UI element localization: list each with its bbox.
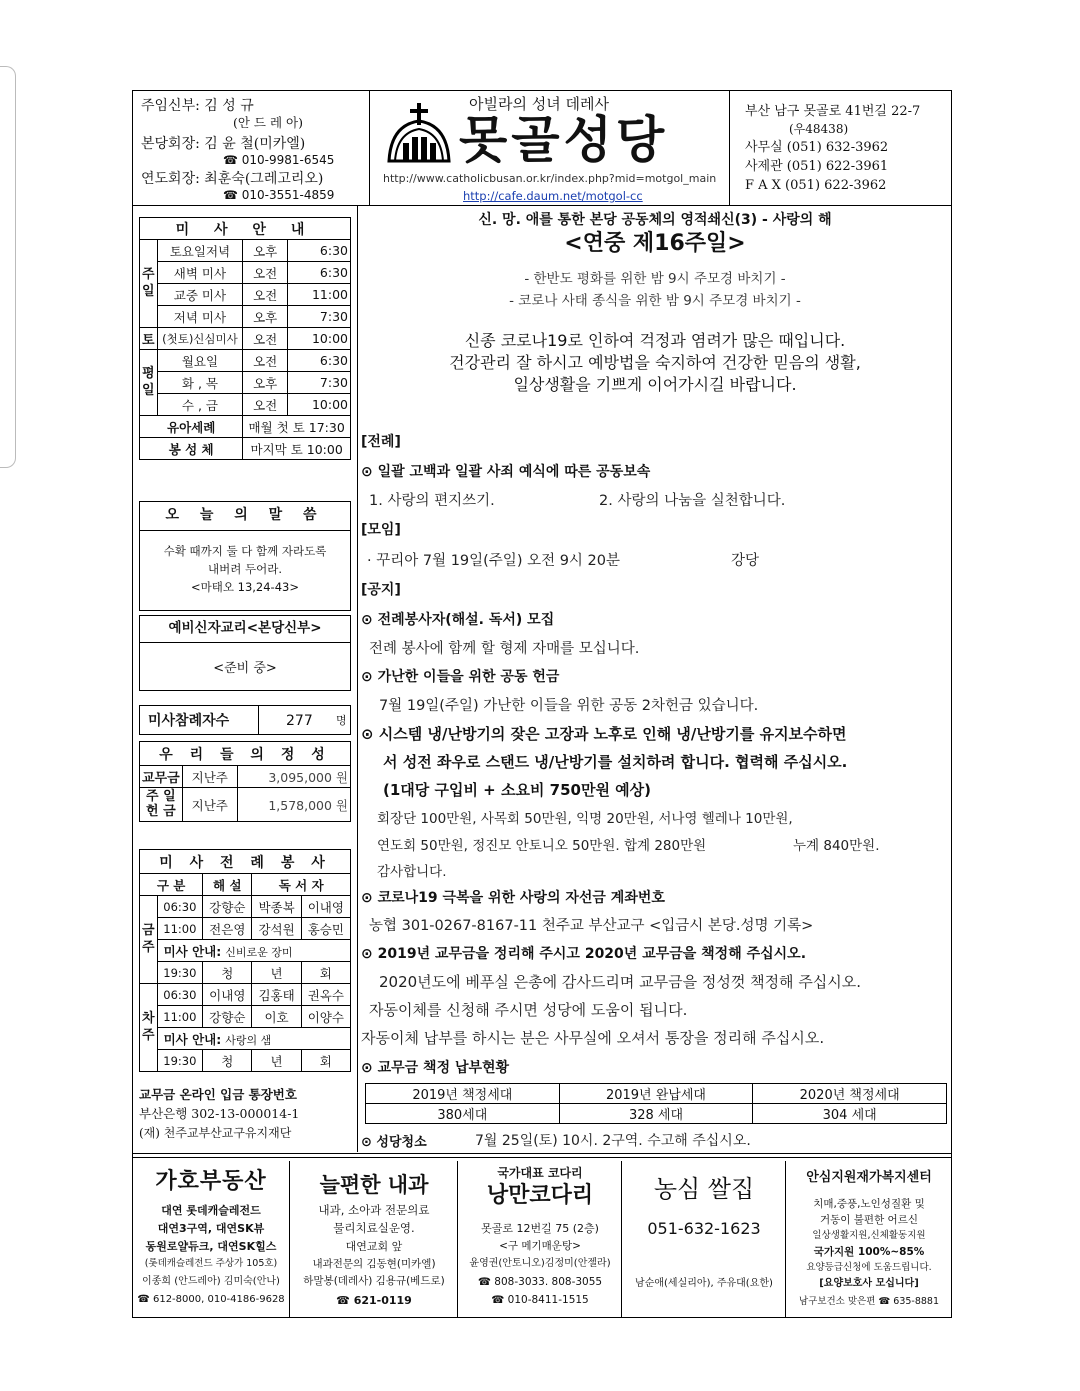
attendance-label: 미사참례자수 bbox=[148, 713, 230, 729]
donation-total: 누계 840만원. bbox=[793, 838, 880, 854]
service-header: 독 서 자 bbox=[252, 874, 351, 896]
office-phone: 사무실 (051) 632-3962 bbox=[745, 140, 889, 155]
dues-header: 2020년 책정세대 bbox=[753, 1084, 947, 1104]
pastor-name: 주임신부: 김 성 규 bbox=[141, 98, 254, 114]
todays-word-line1: 수확 때까지 둘 다 함께 자라도록 bbox=[163, 544, 327, 558]
service-commentator: 청 bbox=[203, 962, 252, 984]
sunday-label: 주일 bbox=[140, 240, 158, 328]
dues-header: 2019년 책정세대 bbox=[366, 1084, 560, 1104]
mass-guide-label: 미사 안내: bbox=[163, 1031, 222, 1047]
mass-row-name: 월요일 bbox=[157, 350, 243, 372]
service-commentator: 청 bbox=[203, 1050, 252, 1072]
covid-message-line3: 일상생활을 기쁘게 이어가시길 바랍니다. bbox=[513, 375, 797, 394]
mass-row-time: 10:00 bbox=[288, 328, 351, 350]
donation-thanks: 감사합니다. bbox=[377, 864, 447, 880]
todays-word-ref: <마태오 13,24-43> bbox=[191, 580, 299, 594]
column-divider bbox=[357, 205, 358, 1152]
offering-amount: 1,578,000 원 bbox=[237, 788, 350, 822]
todays-word-title: 오 늘 의 말 씀 bbox=[165, 507, 325, 523]
notice-aircon-line2: 서 성전 좌우로 스탠드 냉/난방기를 설치하려 합니다. 협력해 주십시오. bbox=[383, 753, 848, 771]
ad-welfare-center bbox=[786, 1161, 952, 1318]
service-commentator: 강향순 bbox=[203, 896, 252, 918]
ad-clinic-name: 늘편한 내과 bbox=[319, 1173, 429, 1197]
ad-clinic-line: 하말봉(데레사) 김용규(베드로) bbox=[303, 1275, 445, 1287]
catechism-rule bbox=[140, 642, 350, 643]
ad-clinic-line: 내과전문의 김동현(미카엘) bbox=[312, 1258, 436, 1270]
fax-number: F A X (051) 622-3962 bbox=[745, 178, 887, 193]
federation-president: 연도회장: 최훈숙(그레고리오) bbox=[141, 171, 324, 187]
liturgy-bullet: ⊙ 일괄 고백과 일괄 사죄 예식에 따른 공동보속 bbox=[361, 464, 651, 480]
ad-welfare-phone: 남구보건소 맞은편 ☎ 635-8881 bbox=[798, 1296, 940, 1307]
mass-row-ampm: 오후 bbox=[243, 372, 288, 394]
service-reader: 이양수 bbox=[301, 1006, 350, 1028]
catechism-title: 예비신자교리<본당신부> bbox=[168, 620, 322, 636]
notice-church-dues: ⊙ 2019년 교무금을 정리해 주시고 2020년 교무금을 책정해 주십시오. bbox=[361, 946, 807, 962]
next-week-label: 차주 bbox=[140, 984, 158, 1072]
cafe-url[interactable]: http://cafe.daum.net/motgol-cc bbox=[463, 189, 643, 203]
ad-rice-shop-name: 농심 쌀집 bbox=[653, 1175, 755, 1203]
service-reader: 권옥수 bbox=[301, 984, 350, 1006]
mass-row-time: 7:30 bbox=[288, 372, 351, 394]
ad-clinic bbox=[290, 1161, 458, 1318]
notice-volunteer: ⊙ 전례봉사자(해설. 독서) 모집 bbox=[361, 612, 555, 628]
postal-code: (우48438) bbox=[789, 122, 849, 136]
service-time: 19:30 bbox=[157, 962, 203, 984]
notice-header: [공지] bbox=[361, 582, 401, 598]
church-address: 부산 남구 못골로 41번길 22-7 bbox=[745, 104, 921, 119]
notice-covid-account-text: 농협 301-0267-8167-11 천주교 부산교구 <입금시 본당.성명 기록> bbox=[369, 918, 814, 934]
mass-schedule-title: 미 사 안 내 bbox=[140, 218, 351, 240]
dues-value: 328 세대 bbox=[559, 1104, 753, 1124]
meeting-line: · 꾸리아 7월 19일(주일) 오전 9시 20분 bbox=[367, 553, 621, 569]
service-reader: 강석원 bbox=[252, 918, 301, 940]
mass-row-name: 토요일저녁 bbox=[157, 240, 243, 262]
council-president: 본당회장: 김 윤 철(미카엘) bbox=[141, 136, 306, 152]
attendance-unit: 명 bbox=[336, 714, 347, 727]
ad-clinic-phone: ☎ 621-0119 bbox=[336, 1294, 412, 1307]
mass-row-ampm: 오후 bbox=[243, 240, 288, 262]
mass-schedule-table bbox=[139, 217, 351, 460]
church-name: 못골성당 bbox=[459, 111, 669, 169]
pastor-baptismal: (안 드 레 아) bbox=[233, 115, 303, 130]
mass-row-name: 수 , 금 bbox=[157, 394, 243, 416]
service-commentator: 이내영 bbox=[203, 984, 252, 1006]
mass-row-time: 6:30 bbox=[288, 350, 351, 372]
offering-label: 주 일 헌 금 bbox=[140, 788, 183, 822]
mass-row-name: 새벽 미사 bbox=[157, 262, 243, 284]
federation-phone: ☎ 010-3551-4859 bbox=[223, 188, 335, 202]
ad-real-estate-line: 동원로얄듀크, 대연SK힐스 bbox=[145, 1240, 277, 1253]
ad-welfare-line: 요양등급신청에 도움드립니다. bbox=[806, 1262, 932, 1273]
service-commentator: 강향순 bbox=[203, 1006, 252, 1028]
service-commentator: 전은영 bbox=[203, 918, 252, 940]
ad-welfare-line: 거동이 불편한 어르신 bbox=[820, 1214, 918, 1226]
ad-real-estate-name: 가호부동산 bbox=[155, 1169, 267, 1194]
weekday-label: 평일 bbox=[140, 350, 158, 416]
patron-saint: 아빌라의 성녀 데레사 bbox=[469, 95, 609, 113]
service-reader: 년 bbox=[252, 1050, 301, 1072]
notice-covid-account: ⊙ 코로나19 극복을 위한 사랑의 자선금 계좌번호 bbox=[361, 890, 665, 906]
attendance-value: 277 bbox=[286, 713, 313, 729]
service-time: 11:00 bbox=[157, 918, 203, 940]
ad-rice-shop-owners: 남순애(세실리아), 주유대(요한) bbox=[635, 1278, 773, 1289]
service-reader: 이호 bbox=[252, 1006, 301, 1028]
mass-guide-value: 신비로운 장미 bbox=[225, 945, 293, 959]
ad-welfare-line: 국가지원 100%~85% bbox=[813, 1246, 925, 1258]
todays-word-rule bbox=[140, 530, 350, 531]
ad-clinic-line: 대연교회 앞 bbox=[345, 1240, 403, 1253]
liturgy-header: [전례] bbox=[361, 434, 401, 450]
dues-status-table bbox=[365, 1083, 947, 1124]
bulletin-page bbox=[132, 90, 952, 1318]
notice-cleaning-text: 7월 25일(토) 10시. 2구역. 수고해 주십시오. bbox=[475, 1133, 751, 1149]
mass-row-name: 저녁 미사 bbox=[157, 306, 243, 328]
attendance-box bbox=[139, 705, 351, 735]
notice-aircon-line1: ⊙ 시스템 냉/난방기의 잦은 고장과 노후로 인해 냉/난방기를 유지보수하면 bbox=[361, 725, 847, 743]
offering-period: 지난주 bbox=[182, 788, 237, 822]
notice-dues-status: ⊙ 교무금 책정 납부현황 bbox=[361, 1060, 510, 1076]
account-box bbox=[137, 1085, 355, 1145]
donation-list-2: 연도회 50만원, 정진모 안토니오 50만원. 합계 280만원 bbox=[377, 838, 707, 854]
ads-top-rule bbox=[133, 1153, 951, 1154]
mass-row-time: 6:30 bbox=[288, 262, 351, 284]
ad-real-estate-line: 대연 롯데캐슬레전드 bbox=[161, 1204, 261, 1217]
saturday-label: 토 bbox=[140, 328, 158, 350]
offering-table bbox=[139, 741, 351, 822]
mass-guide-label: 미사 안내: bbox=[163, 943, 222, 959]
service-title: 미 사 전 례 봉 사 bbox=[140, 850, 351, 874]
ad-real-estate-line: 이종희 (안드레아) 김미숙(안나) bbox=[142, 1276, 280, 1287]
ad-restaurant-tagline: 국가대표 코다리 bbox=[497, 1166, 583, 1180]
notice-poor-offering-text: 7월 19일(주일) 가난한 이들을 위한 공동 2차헌금 있습니다. bbox=[379, 698, 759, 714]
mass-row-ampm: 오후 bbox=[243, 306, 288, 328]
header-bottom-rule bbox=[133, 205, 951, 206]
service-reader: 김홍태 bbox=[252, 984, 301, 1006]
ad-restaurant-line: 윤영권(안토니오)김정미(안젤라) bbox=[469, 1258, 611, 1269]
mass-row-time: 10:00 bbox=[288, 394, 351, 416]
covid-message-line2: 건강관리 잘 하시고 예방법을 숙지하여 건강한 믿음의 생활, bbox=[449, 353, 861, 372]
ad-clinic-line: 물리치료실운영. bbox=[333, 1221, 415, 1235]
catechism-status: <준비 중> bbox=[213, 661, 277, 676]
service-header: 해 설 bbox=[203, 874, 252, 896]
notice-church-dues-text3: 자동이체 납부를 하시는 분은 사무실에 오셔서 통장을 정리해 주십시오. bbox=[361, 1029, 825, 1047]
mass-row-time: 7:30 bbox=[288, 306, 351, 328]
notice-aircon-line3: (1대당 구입비 + 소요비 750만원 예상) bbox=[383, 781, 652, 799]
infant-baptism-value: 매월 첫 토 17:30 bbox=[243, 416, 351, 438]
service-header: 구 분 bbox=[140, 874, 203, 896]
header-divider-right bbox=[729, 91, 730, 205]
mass-guide-value: 사랑의 샘 bbox=[225, 1033, 272, 1047]
theme-line: 신. 망. 애를 통한 본당 공동체의 영적쇄신(3) - 사랑의 해 bbox=[478, 212, 832, 228]
service-reader: 이내영 bbox=[301, 896, 350, 918]
notice-cleaning: ⊙ 성당청소 bbox=[361, 1135, 427, 1150]
ad-restaurant-phone: ☎ 010-8411-1515 bbox=[491, 1294, 589, 1306]
account-number: 부산은행 302-13-000014-1 bbox=[139, 1106, 300, 1121]
website-url[interactable]: http://www.catholicbusan.or.kr/index.php?mid=motgol_main bbox=[383, 172, 717, 185]
ad-welfare-center-name: 안심지원재가복지센터 bbox=[806, 1170, 932, 1185]
service-reader: 박종복 bbox=[252, 896, 301, 918]
dues-value: 380세대 bbox=[366, 1104, 560, 1124]
ad-restaurant-line: 못골로 12번길 75 (2층) bbox=[481, 1222, 599, 1235]
service-reader: 홍승민 bbox=[301, 918, 350, 940]
infant-baptism-label: 유아세례 bbox=[140, 416, 243, 438]
communion-value: 마지막 토 10:00 bbox=[243, 438, 351, 460]
ad-restaurant-line: <구 메기매운탕> bbox=[499, 1240, 581, 1252]
mass-row-name: 교중 미사 bbox=[157, 284, 243, 306]
ad-real-estate bbox=[132, 1161, 290, 1318]
dues-value: 304 세대 bbox=[753, 1104, 947, 1124]
dues-header: 2019년 완납세대 bbox=[559, 1084, 753, 1104]
notice-church-dues-text1: 2020년도에 베푸실 은총에 감사드리며 교무금을 정성껏 책정해 주십시오. bbox=[379, 973, 862, 991]
ad-rice-shop-phone: 051-632-1623 bbox=[647, 1219, 761, 1238]
service-time: 06:30 bbox=[157, 896, 203, 918]
mass-row-ampm: 오전 bbox=[243, 350, 288, 372]
mass-row-ampm: 오전 bbox=[243, 394, 288, 416]
side-tab-handle[interactable] bbox=[0, 66, 16, 468]
liturgy-item2: 2. 사랑의 나눔을 실천합니다. bbox=[599, 493, 786, 509]
communion-label: 봉 성 체 bbox=[140, 438, 243, 460]
prayer-peace: - 한반도 평화를 위한 밤 9시 주모경 바치기 - bbox=[524, 271, 786, 287]
offering-amount: 3,095,000 원 bbox=[237, 766, 350, 788]
service-table bbox=[139, 849, 351, 1072]
service-reader: 회 bbox=[301, 962, 350, 984]
council-phone: ☎ 010-9981-6545 bbox=[223, 153, 335, 167]
meeting-place: 강당 bbox=[731, 553, 760, 569]
church-logo-icon bbox=[385, 103, 453, 163]
ad-clinic-line: 내과, 소아과 전문의료 bbox=[318, 1203, 430, 1217]
notice-volunteer-text: 전례 봉사에 함께 할 형제 자매를 모십니다. bbox=[369, 641, 640, 657]
mass-row-ampm: 오전 bbox=[243, 328, 288, 350]
prayer-covid: - 코로나 사태 종식을 위한 밤 9시 주모경 바치기 - bbox=[509, 293, 801, 309]
notice-poor-offering: ⊙ 가난한 이들을 위한 공동 헌금 bbox=[361, 669, 560, 685]
service-reader: 년 bbox=[252, 962, 301, 984]
meeting-header: [모임] bbox=[361, 522, 401, 538]
attendance-divider bbox=[258, 706, 259, 734]
ad-real-estate-phone: ☎ 612-8000, 010-4186-9628 bbox=[137, 1294, 285, 1305]
ad-real-estate-line: 대연3구역, 대연SK뷰 bbox=[157, 1222, 265, 1235]
ad-welfare-line: 일상생활지원,신체활동지원 bbox=[812, 1230, 926, 1241]
header-divider-left bbox=[369, 91, 370, 205]
ad-restaurant-name: 낭만코다리 bbox=[486, 1183, 594, 1208]
ad-rice-shop bbox=[622, 1161, 786, 1318]
sunday-title: <연중 제16주일> bbox=[564, 231, 746, 256]
ad-restaurant-phone: ☎ 808-3033. 808-3055 bbox=[477, 1276, 603, 1288]
todays-word-line2: 내버려 두어라. bbox=[208, 562, 282, 576]
service-time: 19:30 bbox=[157, 1050, 203, 1072]
service-time: 11:00 bbox=[157, 1006, 203, 1028]
catechism-box bbox=[139, 615, 351, 691]
mass-row-time: 6:30 bbox=[288, 240, 351, 262]
notice-church-dues-text2: 자동이체를 신청해 주시면 성당에 도움이 됩니다. bbox=[369, 1001, 688, 1019]
account-holder: (재) 천주교부산교구유지재단 bbox=[139, 1126, 292, 1140]
donation-list-1: 회장단 100만원, 사목회 50만원, 익명 20만원, 서나영 헬레나 10만원, bbox=[377, 811, 793, 827]
mass-row-name: (첫토)신심미사 bbox=[157, 328, 243, 350]
account-title: 교무금 온라인 입금 통장번호 bbox=[139, 1087, 297, 1102]
offering-title: 우 리 들 의 정 성 bbox=[140, 742, 351, 766]
covid-message-line1: 신종 코로나19로 인하여 걱정과 염려가 많은 때입니다. bbox=[464, 331, 846, 350]
mass-row-time: 11:00 bbox=[288, 284, 351, 306]
offering-label: 교무금 bbox=[140, 766, 183, 788]
mass-row-ampm: 오전 bbox=[243, 284, 288, 306]
ad-welfare-line: [요양보호사 모십니다] bbox=[819, 1278, 919, 1289]
ad-real-estate-line: (롯데캐슬레전드 주상가 105호) bbox=[144, 1258, 278, 1269]
service-time: 06:30 bbox=[157, 984, 203, 1006]
mass-row-name: 화 , 목 bbox=[157, 372, 243, 394]
ads-top-rule-inner bbox=[133, 1157, 951, 1158]
ad-welfare-line: 치매,중풍,노인성질환 및 bbox=[813, 1198, 925, 1210]
rectory-phone: 사제관 (051) 622-3961 bbox=[745, 159, 889, 174]
ad-restaurant bbox=[458, 1161, 622, 1318]
offering-period: 지난주 bbox=[182, 766, 237, 788]
liturgy-item1: 1. 사랑의 편지쓰기. bbox=[369, 493, 495, 509]
mass-row-ampm: 오전 bbox=[243, 262, 288, 284]
todays-word-box bbox=[139, 501, 351, 611]
this-week-label: 금주 bbox=[140, 896, 158, 984]
service-reader: 회 bbox=[301, 1050, 350, 1072]
